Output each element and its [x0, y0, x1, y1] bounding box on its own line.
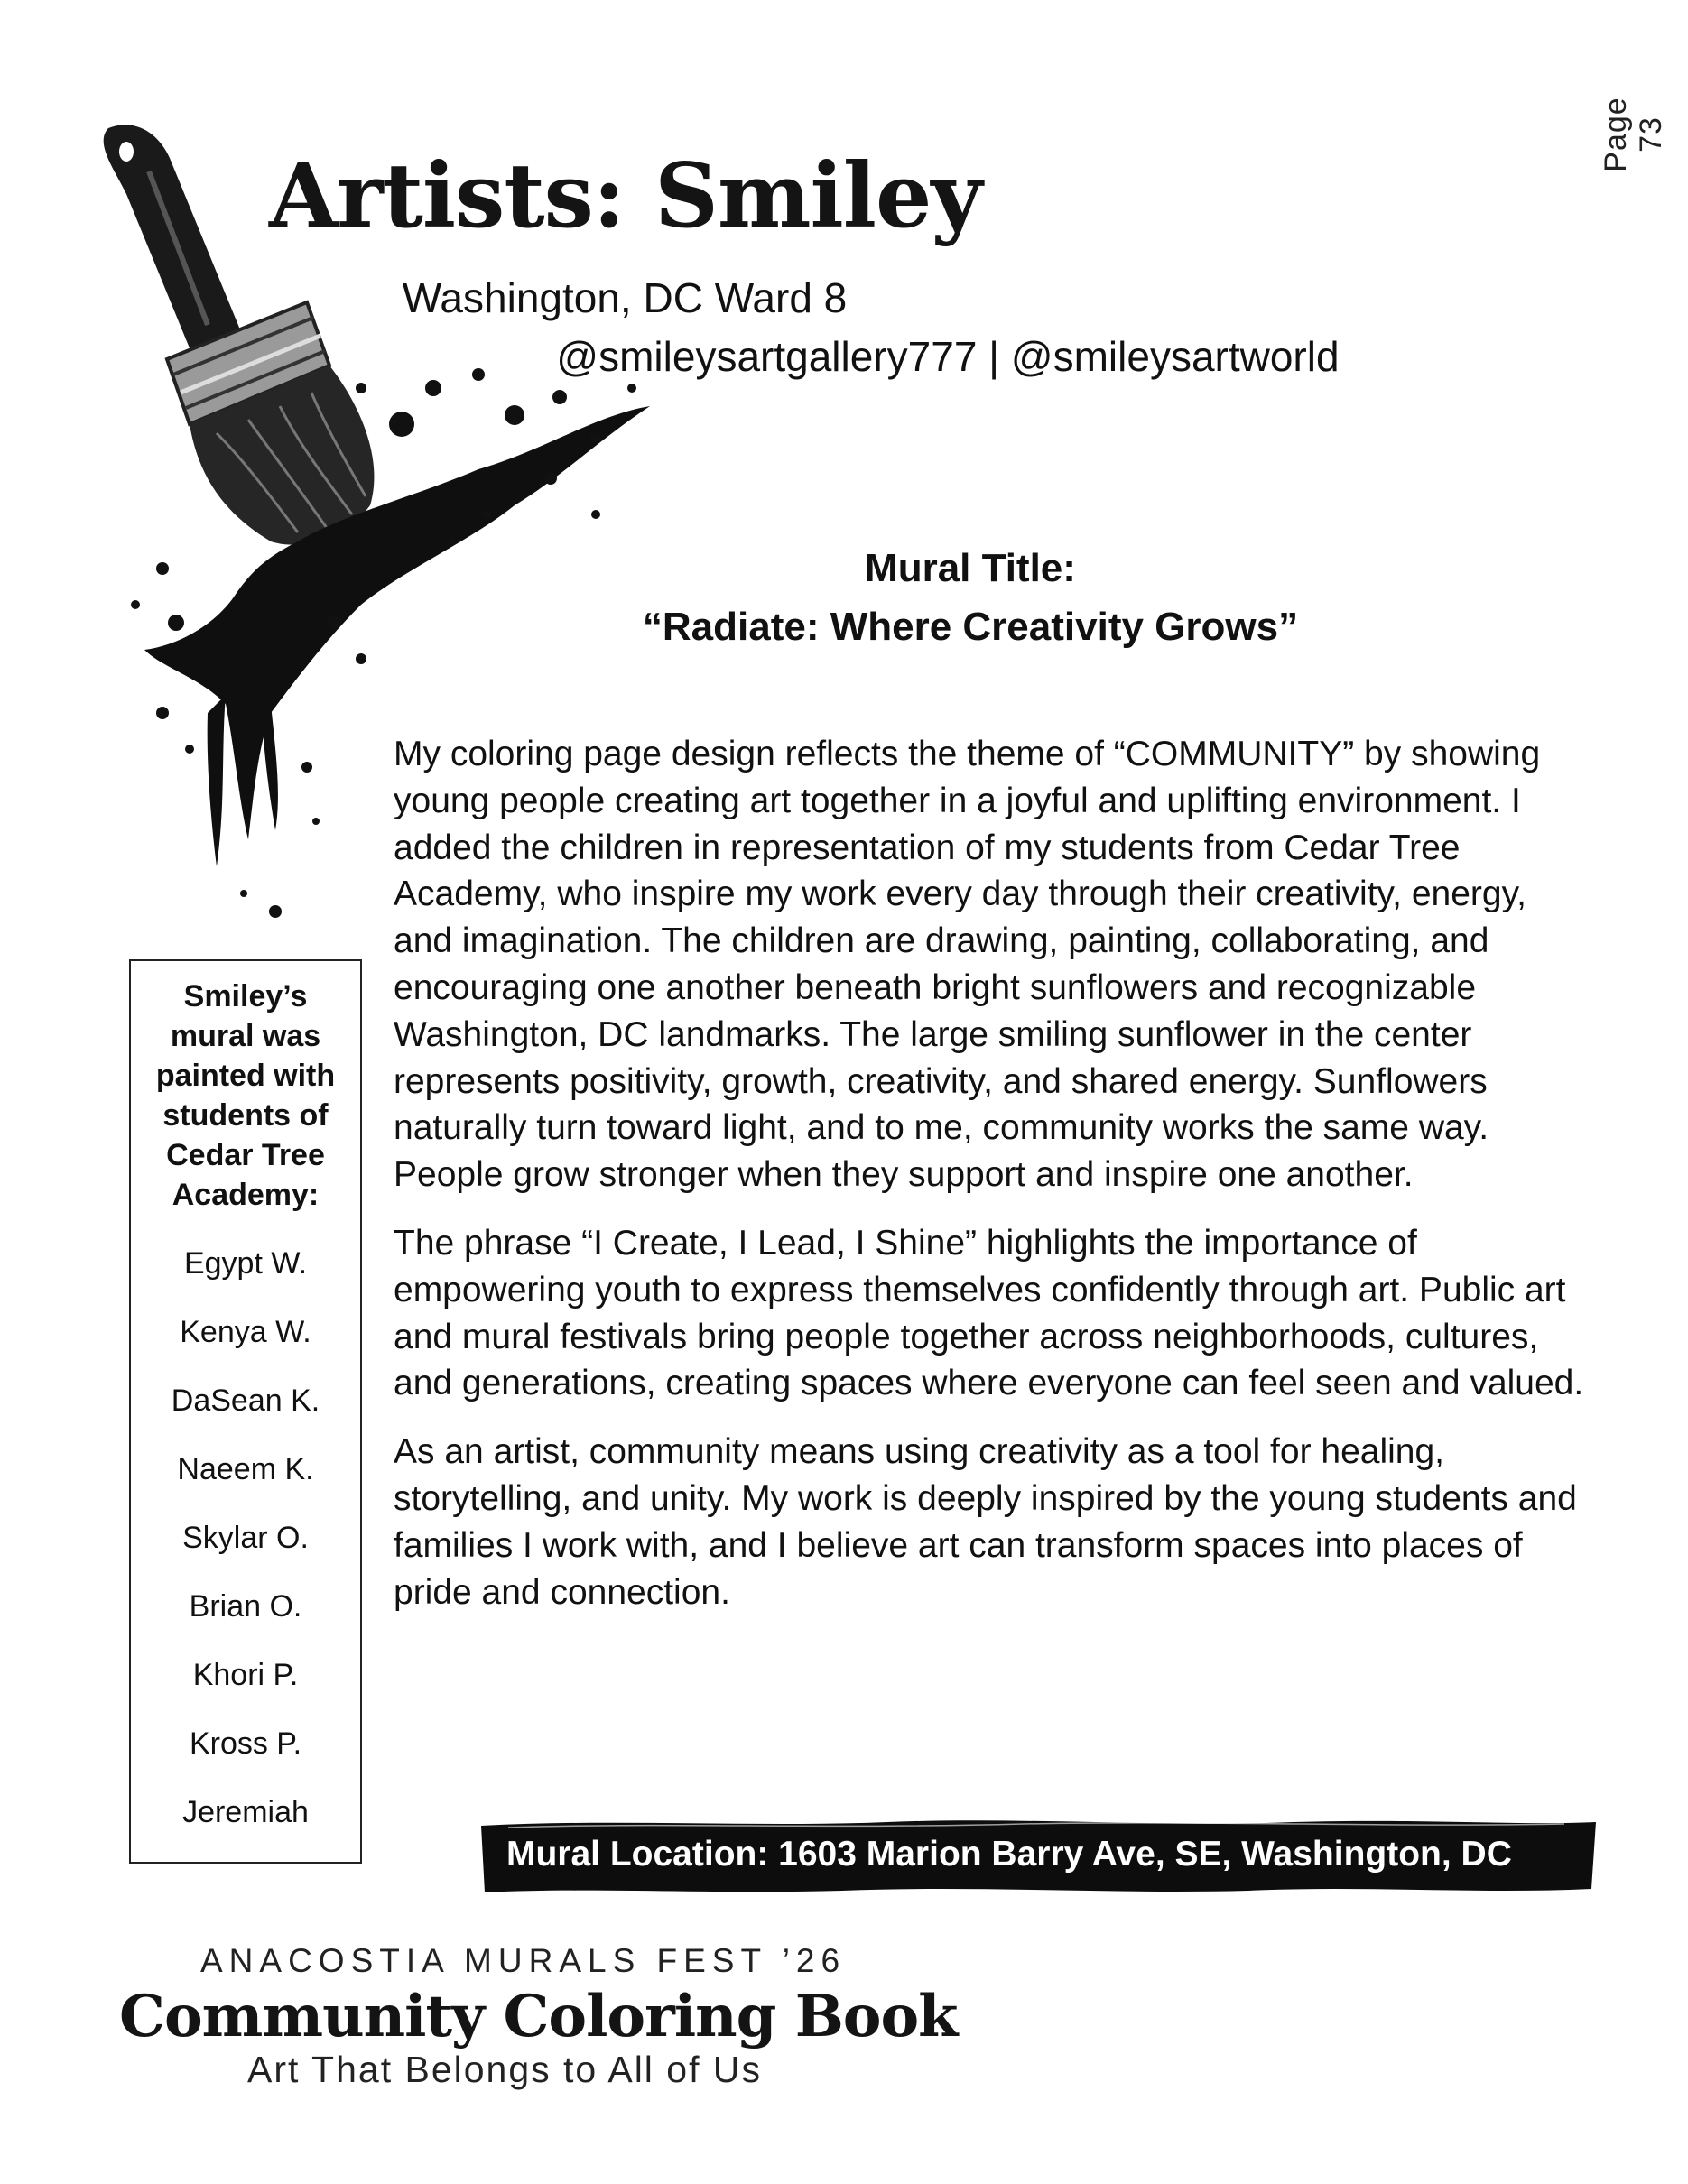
students-list — [131, 1229, 360, 1846]
student-name: Skylar O. — [182, 1521, 309, 1555]
mural-location: Mural Location: 1603 Marion Barry Ave, SE, Washington, DC — [506, 1835, 1512, 1874]
student-name: Jeremiah — [182, 1795, 309, 1829]
student-name: Kross P. — [189, 1726, 302, 1761]
student-name: Khori P. — [192, 1658, 299, 1692]
student-name: Kenya W. — [180, 1315, 311, 1349]
students-sidebar — [129, 959, 362, 1864]
student-name: Egypt W. — [183, 1246, 308, 1281]
artist-title: Artists: Smiley — [269, 144, 982, 248]
mural-location-bar — [481, 1817, 1596, 1894]
statement-paragraph: My coloring page design reflects the theme of “COMMUNITY” by showing young people creating art together in a joyful and uplifting environment. I added the children in representation of my students from Cedar Tree Academy, who inspire my work every day through their creativity, energy, and imagination. The children are drawing, painting, collaborating, and encouraging one another beneath bright sunflowers and recognizable Washington, DC landmarks. The large smiling sunflower in the center represents positivity, growth, creativity, and shared energy. Sunflowers naturally turn toward light, and to me, community works the same way. People grow stronger when they support and inspire one another. — [394, 735, 1541, 1195]
page-number: Page 73 — [1599, 97, 1668, 172]
student-name: DaSean K. — [171, 1384, 320, 1418]
students-heading: Smiley’s mural was painted with students of Cedar Tree Academy: — [155, 979, 336, 1212]
mural-title: “Radiate: Where Creativity Grows” — [642, 605, 1299, 649]
statement-paragraph: The phrase “I Create, I Lead, I Shine” highlights the importance of empowering youth to express themselves confidently through art. Public art and mural festivals bring people together across neighborhoods, cultures, and generations, creating spaces where everyone can feel seen and valued. — [394, 1223, 1584, 1403]
student-name: Naeem K. — [177, 1452, 314, 1486]
statement-paragraph: As an artist, community means using creativity as a tool for healing, storytelling, and unity. My work is deeply inspired by the young students and families I work with, and I believe art can transform spaces into places of pride and connection. — [394, 1432, 1577, 1612]
artist-statement — [394, 731, 1590, 1637]
student-name: Brian O. — [189, 1589, 302, 1624]
artist-handles: @smileysartgallery777 | @smileysartworld — [556, 333, 1340, 380]
artist-location: Washington, DC Ward 8 — [402, 274, 848, 321]
mural-title-label: Mural Title: — [865, 546, 1076, 590]
book-tagline: Art That Belongs to All of Us — [247, 2049, 762, 2090]
fest-name: ANACOSTIA MURALS FEST ’26 — [200, 1942, 847, 1979]
book-title: Community Coloring Book — [119, 1983, 958, 2050]
